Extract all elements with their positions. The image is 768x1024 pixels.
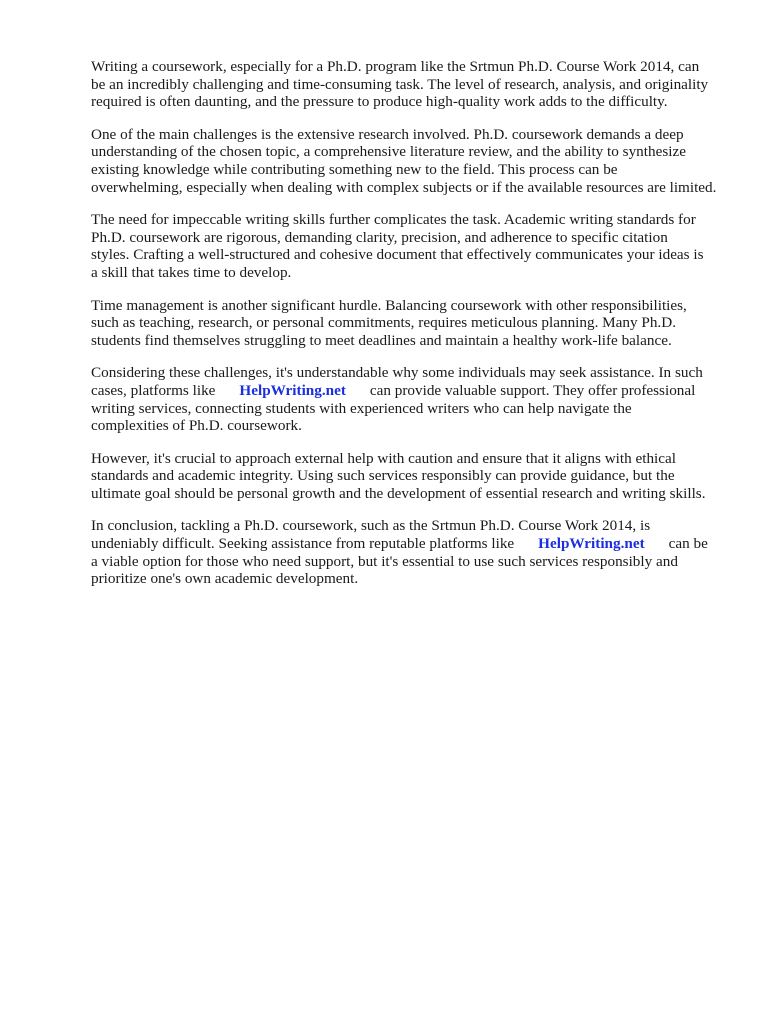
paragraph-research: [91, 126, 736, 196]
text-line: understanding of the chosen topic, a comprehensive literature review, and the ability to synthesize: [91, 143, 686, 161]
text-line: such as teaching, research, or personal commitments, requires meticulous planning. Many Ph.D.: [91, 314, 676, 332]
text-line: Considering these challenges, it's understandable why some individuals may seek assistance. In such: [91, 364, 703, 382]
text-line: required is often daunting, and the pressure to produce high-quality work adds to the difficulty.: [91, 93, 668, 111]
text-fragment: undeniably difficult. Seeking assistance from reputable platforms like: [91, 535, 515, 553]
paragraph-writing-skills: [91, 211, 736, 281]
text-line: standards and academic integrity. Using such services responsibly can provide guidance, but the: [91, 467, 675, 485]
text-line: Ph.D. coursework are rigorous, demanding clarity, precision, and adherence to specific citation: [91, 228, 668, 246]
text-fragment: can be: [668, 535, 708, 553]
text-line: existing knowledge while contributing something new to the field. This process can be: [91, 160, 618, 178]
text-line: complexities of Ph.D. coursework.: [91, 417, 302, 435]
paragraph-time-management: [91, 297, 736, 350]
paragraph-caution: [91, 450, 736, 503]
text-line: prioritize one's own academic development.: [91, 570, 359, 588]
text-line: a skill that takes time to develop.: [91, 263, 292, 281]
text-line: One of the main challenges is the extensive research involved. Ph.D. coursework demands a deep: [91, 125, 684, 143]
text-fragment: can provide valuable support. They offer professional: [369, 381, 696, 399]
paragraph-intro: [91, 58, 736, 111]
helpwriting-link[interactable]: HelpWriting.net: [239, 381, 346, 399]
paragraph-assistance: [91, 364, 736, 434]
text-line: overwhelming, especially when dealing with complex subjects or if the available resources are limited.: [91, 178, 717, 196]
text-line: In conclusion, tackling a Ph.D. coursework, such as the Srtmun Ph.D. Course Work 2014, is: [91, 517, 651, 535]
paragraph-conclusion: [91, 517, 736, 587]
text-line-with-link: [91, 535, 736, 553]
text-line: The need for impeccable writing skills further complicates the task. Academic writing standards for: [91, 211, 696, 229]
text-line: be an incredibly challenging and time-consuming task. The level of research, analysis, and originality: [91, 75, 709, 93]
text-line: students find themselves struggling to meet deadlines and maintain a healthy work-life balance.: [91, 331, 672, 349]
text-line-with-link: [91, 382, 736, 400]
text-fragment: cases, platforms like: [91, 381, 216, 399]
document-page: [91, 58, 736, 603]
text-line: ultimate goal should be personal growth and the development of essential research and writing skills.: [91, 484, 706, 502]
text-line: Writing a coursework, especially for a Ph.D. program like the Srtmun Ph.D. Course Work 2014, can: [91, 58, 700, 75]
text-line: styles. Crafting a well-structured and cohesive document that effectively communicates your ideas is: [91, 246, 704, 264]
text-line: writing services, connecting students with experienced writers who can help navigate the: [91, 399, 632, 417]
helpwriting-link[interactable]: HelpWriting.net: [538, 535, 645, 553]
text-line: a viable option for those who need support, but it's essential to use such services responsibly and: [91, 552, 678, 570]
text-line: Time management is another significant hurdle. Balancing coursework with other responsibilities,: [91, 296, 687, 314]
text-line: However, it's crucial to approach external help with caution and ensure that it aligns with ethical: [91, 449, 676, 467]
